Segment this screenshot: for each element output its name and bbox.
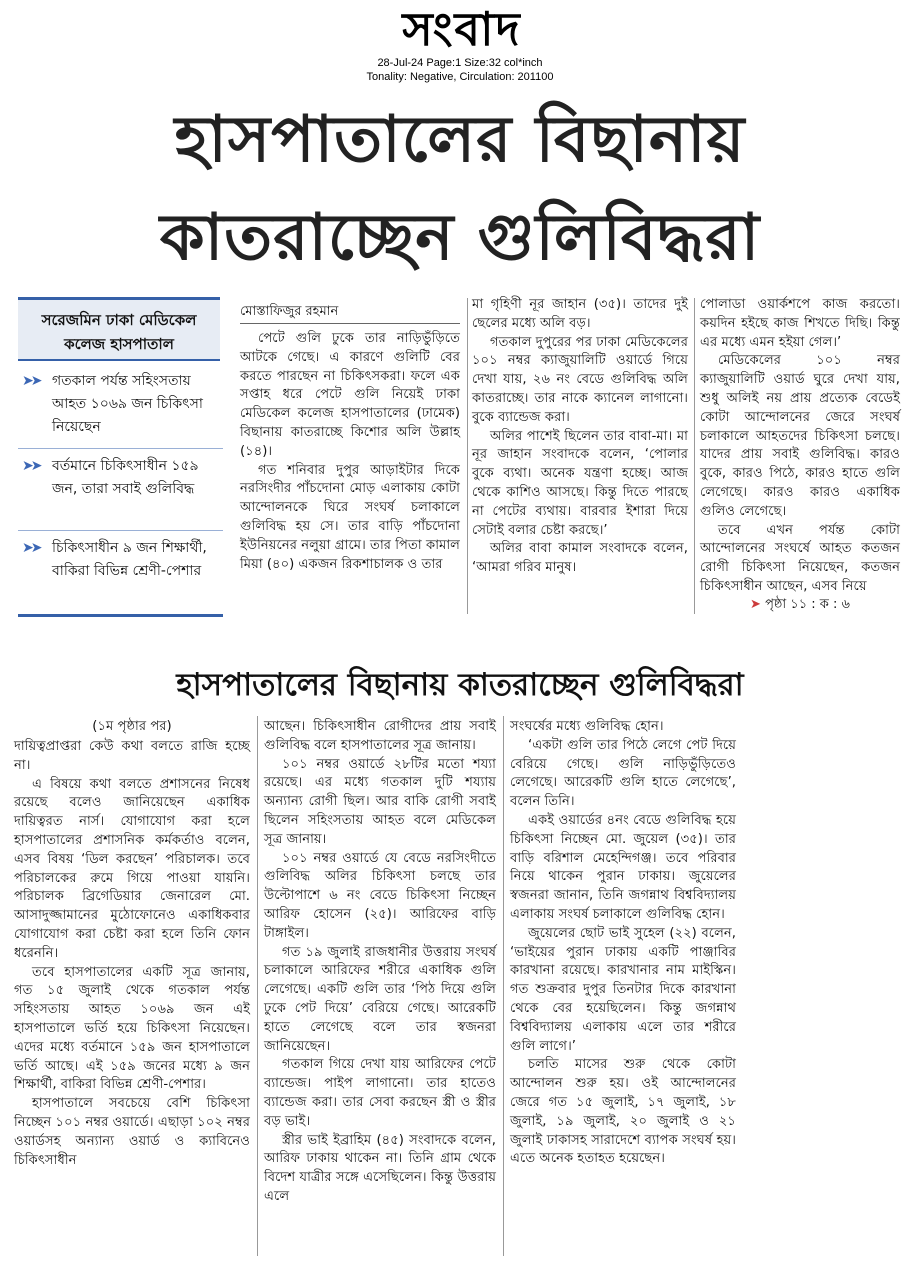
sidebar-title-box (18, 297, 220, 361)
paragraph: তবে হাসপাতালের একটি সূত্র জানায়, গত ১৫ জুলাই থেকে গতকাল পর্যন্ত সহিংসতায় আহত ১০৬৯ জন এই হাসপাতালে ভর্তি হয়ে চিকিৎসা নিয়েছেন। এদের মধ্যে বর্তমানে ১৫৯ জন হাসপাতালে ভর্তি আছে। এই ১৫৯ জনের মধ্যে ৯ জন শিক্ষার্থী, বাকিরা বিভিন্ন শ্রেণী-পেশার। (14, 964, 250, 1093)
paragraph: পেটে গুলি ঢুকে তার নাড়িভুঁড়িতে আটকে গেছে। এ কারণে গুলিটি বের করতে পারছেন না চিকিৎসকরা। ফলে এক সপ্তাহ ধরে পেটে গুলি নিয়েই ঢাকা মেডিকেল কলেজ হাসপাতালের (ঢামেক) বিছানায় কাতরাচ্ছে কিশোর অলি উল্লাহ (১৪)। (240, 331, 460, 459)
paragraph: এ বিষয়ে কথা বলতে প্রশাসনের নিষেধ রয়েছে বলেও জানিয়েছেন একাধিক দায়িত্বরত নার্স। যোগাযোগ করা হলে হাসপাতালের প্রশাসনিক কর্মকর্তাও বলেন, এসব বিষয় ‘ডিল করছেন’ পরিচালক। তবে পরিচালকের রুমে গিয়ে পাওয়া যায়নি। পরিচালক ব্রিগেডিয়ার জেনারেল মো. আসাদুজ্জামানের মুঠোফোনেও একাধিকবার যোগাযোগ করা চেষ্টা করা হলে তিনি ফোন ধরেননি। (14, 776, 250, 961)
continue-arrow-icon: ➤ (750, 597, 761, 612)
paragraph: সংঘর্ষের মধ্যে গুলিবিদ্ধ হোন। (510, 719, 664, 734)
sidebar-bottom-rule (18, 614, 223, 617)
paragraph: আছেন। চিকিৎসাধীন রোগীদের প্রায় সবাই গুলিবিদ্ধ বলে হাসপাতালের সূত্র জানায়। (264, 719, 496, 753)
paragraph: মা গৃহিণী নূর জাহান (৩৫)। তাদের দুই ছেলের মধ্যে অলি বড়। (472, 297, 688, 331)
continued-page-ref: পৃষ্ঠা ১১ : ক : ৬ (765, 597, 850, 612)
clipping-meta-tonality: Tonality: Negative, Circulation: 201100 (366, 71, 554, 83)
double-chevron-icon: ➤➤ (22, 458, 40, 474)
paragraph: ১০১ নম্বর ওয়ার্ডে যে বেডে নরসিংদীতে গুলিবিদ্ধ অলির চিকিৎসা চলছে তার উল্টোপাশে ৬ নং বেডে চিকিৎসা নিচ্ছেন আরিফ হোসেন (২৫)। আরিফের বাড়ি টাঙ্গাইল। (264, 850, 496, 941)
continuation-column-1 (14, 738, 250, 1170)
sidebar-divider (18, 530, 223, 531)
from-previous-page-label: (১ম পৃষ্ঠার পর) (92, 719, 172, 734)
paragraph: হাসপাতালে সবচেয়ে বেশি চিকিৎসা নিচ্ছেন ১০১ নম্বর ওয়ার্ডে। এছাড়া ১০২ নম্বর ওয়ার্ডসহ অন্যান্য ওয়ার্ড ও ক্যাবিনেও চিকিৎসাধীন (14, 1096, 250, 1168)
continuation-headline: হাসপাতালের বিছানায় কাতরাচ্ছেন গুলিবিদ্ধরা (176, 667, 744, 703)
paragraph: ১০১ নম্বর ওয়ার্ডে ২৮টির মতো শয্যা রয়েছে। এর মধ্যে গতকাল দুটি শয্যায় অন্যান্য রোগী ছিল। আর বাকি রোগী সবাই ছিলেন সহিংসতায় আহত বলে মেডিকেল সূত্র জানায়। (264, 756, 496, 847)
column-rule (257, 716, 258, 1256)
clipping-meta-date-page: 28-Jul-24 Page:1 Size:32 col*inch (377, 57, 543, 69)
paragraph: অলির বাবা কামাল সংবাদকে বলেন, ‘আমরা গরিব মানুষ। (472, 541, 688, 576)
paragraph: দায়িত্বপ্রাপ্তরা কেউ কথা বলতে রাজি হচ্ছে না। (14, 739, 250, 773)
sidebar-bullet-text: বর্তমানে চিকিৎসাধীন ১৫৯ জন, তারা সবাই গুলিবিদ্ধ (52, 458, 199, 497)
continuation-column-3 (510, 718, 736, 1169)
paragraph: তবে এখন পর্যন্ত কোটা আন্দোলনের সংঘর্ষে আহত কতজন রোগী চিকিৎসা নিয়েছেন, কতজন চিকিৎসাধীন আছেন, এসব নিয়ে (700, 522, 900, 594)
sidebar-bullet-text: গতকাল পর্যন্ত সহিংসতায় আহত ১০৬৯ জন চিকিৎসা নিয়েছেন (52, 373, 203, 435)
main-headline-line1: হাসপাতালের বিছানায় (174, 103, 746, 177)
column-rule (467, 298, 468, 614)
sidebar-bullet (18, 370, 228, 445)
sidebar-title-line1: সরেজমিন ঢাকা মেডিকেল (41, 311, 197, 329)
sidebar-bullet-text: চিকিৎসাধীন ৯ জন শিক্ষার্থী, বাকিরা বিভিন্ন শ্রেণী-পেশার (52, 540, 207, 579)
column-rule (694, 298, 695, 614)
sidebar-bullet (18, 537, 228, 609)
article-column-2 (472, 296, 688, 578)
paragraph: গতকাল দুপুরের পর ঢাকা মেডিকেলের ১০১ নম্বর ক্যাজুয়ালিটি ওয়ার্ডে গিয়ে দেখা যায়, ২৬ নং বেডে গুলিবিদ্ধ অলি কাতরাচ্ছে। তার নাকে ক্যানেল লাগানো। বুকে ব্যান্ডেজ করা। (472, 334, 688, 425)
paragraph: মেডিকেলের ১০১ নম্বর ক্যাজুয়ালিটি ওয়ার্ড ঘুরে দেখা যায়, শুধু অলিই নয় প্রায় প্রত্যেক বেডেই কোটা আন্দোলনের জেরে সংঘর্ষ চলাকালে আহতদের চিকিৎসা চলছে। যাদের প্রায় সবাই গুলিবিদ্ধ। কারও বুকে, কারও পিঠে, কারও হাতে গুলি লেগেছে। কারও কারও একাধিক গুলিও লেগেছে। (700, 353, 900, 519)
article-column-1 (240, 330, 460, 574)
main-headline-line2: কাতরাচ্ছেন গুলিবিদ্ধরা (159, 201, 761, 275)
double-chevron-icon: ➤➤ (22, 373, 40, 389)
paragraph: একই ওয়ার্ডের ৪নং বেডে গুলিবিদ্ধ হয়ে চিকিৎসা নিচ্ছেন মো. জুয়েল (৩৫)। তার বাড়ি বরিশাল মেহেন্দিগঞ্জ। তবে পরিবার নিয়ে থাকেন পুরান ঢাকায়। জুয়েলের স্বজনরা জানান, তিনি জগন্নাথ বিশ্ববিদ্যালয় এলাকায় সংঘর্ষ চলাকালে গুলিবিদ্ধ হোন। (510, 812, 736, 922)
paragraph: চলতি মাসের শুরু থেকে কোটা আন্দোলন শুরু হয়। ওই আন্দোলনের জেরে গত ১৫ জুলাই, ১৭ জুলাই, ১৮ জুলাই, ১৯ জুলাই, ২০ জুলাই ও ২১ জুলাই ঢাকাসহ সারাদেশে ব্যাপক সংঘর্ষ হয়। এতে অনেক হতাহত হয়েছেন। (510, 1057, 736, 1167)
sidebar-bullet (18, 455, 228, 527)
continuation-column-2 (264, 718, 496, 1207)
double-chevron-icon: ➤➤ (22, 540, 40, 556)
paragraph: গত ১৯ জুলাই রাজধানীর উত্তরায় সংঘর্ষ চলাকালে আরিফের শরীরে একাধিক গুলি লেগেছে। একটি গুলি তার ‘পিঠ দিয়ে গুলি ঢুকে পেট দিয়ে’ বেরিয়ে গেছে। আরেকটি হাতে লেগেছে বলে তার স্বজনরা জানিয়েছেন। (264, 944, 496, 1054)
paragraph: অলির পাশেই ছিলেন তার বাবা-মা। মা নূর জাহান সংবাদকে বলেন, ‘পোলার বুকে ব্যথা। অনেক যন্ত্রণা হচ্ছে। আজ থেকে কাশিও আসছে। কিন্তু দিতে পারছে না পেটের ব্যথায়। বারবার ইশারা দিয়ে সেটাই বলার চেষ্টা করছে।’ (472, 428, 688, 538)
article-column-3 (700, 296, 900, 597)
continued-on-page (700, 596, 900, 614)
sidebar-title-line2: কলেজ হাসপাতাল (64, 335, 174, 353)
paragraph: গতকাল গিয়ে দেখা যায় আরিফের পেটে ব্যান্ডেজ। পাইপ লাগানো। তার হাতেও ব্যান্ডেজ করা। তার সেবা করছেন স্ত্রী ও স্ত্রীর বড় ভাই। (264, 1057, 496, 1129)
newspaper-masthead: সংবাদ (402, 2, 522, 56)
paragraph: গত শনিবার দুপুর আড়াইটার দিকে নরসিংদীর পাঁচদোনা মোড় এলাকায় কোটা আন্দোলনকে ঘিরে সংঘর্ষ চলাকালে গুলিবিদ্ধ হয় সে। তার বাড়ি পাঁচদোনা ইউনিয়নের নলুয়া গ্রামে। তার পিতা কামাল মিয়া (৪০) একজন রিকশাচালক ও তার (240, 462, 460, 572)
column-rule (503, 716, 504, 1256)
sidebar-divider (18, 448, 223, 449)
paragraph: ‘একটা গুলি তার পিঠে লেগে পেট দিয়ে বেরিয়ে গেছে। গুলি নাড়িভুঁড়িতেও লেগেছে। আরেকটি গুলি হাতে লেগেছে’, বলেন তিনি। (510, 737, 736, 810)
paragraph: পোলাডা ওয়ার্কশপে কাজ করতো। কয়দিন হইছে কাজ শিখতে দিছি। কিন্তু এর মধ্যে এমন হইয়া গেল।’ (700, 297, 900, 350)
paragraph: জুয়েলের ছোট ভাই সুহেল (২২) বলেন, ‘ভাইয়ের পুরান ঢাকায় একটি পাঞ্জাবির কারখানা রয়েছে। কারখানার নাম মাইস্কিন। গত শুক্রবার দুপুর তিনটার দিকে কারখানা থেকে বের হয়েছিলেন। কিন্তু জগন্নাথ বিশ্ববিদ্যালয় এলাকায় এলে তার শরীরে গুলি লাগে।’ (510, 925, 736, 1054)
article-byline: মোস্তাফিজুর রহমান (240, 303, 460, 324)
paragraph: স্ত্রীর ভাই ইব্রাহিম (৪৫) সংবাদকে বলেন, আরিফ ঢাকায় থাকেন না। তিনি গ্রাম থেকে বিদেশ যাত্রীর সঙ্গে এসেছিলেন। কিন্তু উত্তরায় এলে (264, 1132, 496, 1204)
